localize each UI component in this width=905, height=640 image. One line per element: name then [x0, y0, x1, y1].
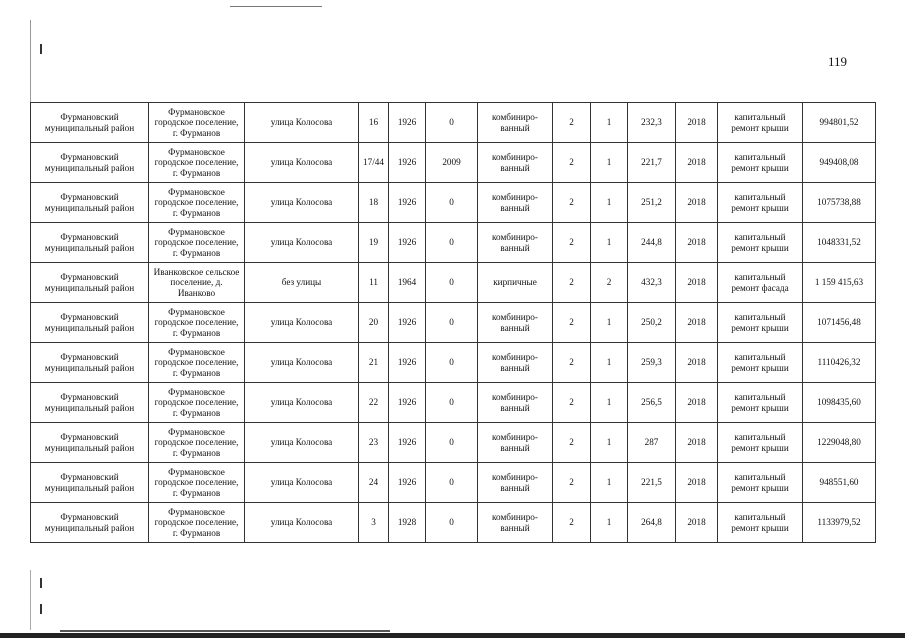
cell-floors: 2: [553, 143, 591, 183]
cell-house: 23: [359, 423, 389, 463]
cell-work-type: капитальный ремонт крыши: [718, 103, 803, 143]
cell-plan-year: 2018: [676, 303, 718, 343]
cell-area: 221,5: [628, 463, 676, 503]
cell-year-repair: 0: [426, 263, 478, 303]
cell-year-built: 1926: [389, 303, 426, 343]
cell-area: 287: [628, 423, 676, 463]
cell-area: 221,7: [628, 143, 676, 183]
cell-wall-material: комбиниро-ванный: [478, 383, 553, 423]
table-row: [31, 143, 876, 183]
table-row: [31, 103, 876, 143]
cell-entrances: 1: [591, 343, 628, 383]
cell-settlement: Иванковское сельское поселение, д. Иванково: [149, 263, 245, 303]
cell-entrances: 1: [591, 223, 628, 263]
housing-repair-table: [30, 102, 876, 543]
table-row: [31, 463, 876, 503]
cell-year-repair: 0: [426, 503, 478, 543]
cell-area: 244,8: [628, 223, 676, 263]
cell-year-repair: 0: [426, 183, 478, 223]
cell-area: 432,3: [628, 263, 676, 303]
cell-work-type: капитальный ремонт крыши: [718, 143, 803, 183]
cell-plan-year: 2018: [676, 423, 718, 463]
cell-street: улица Колосова: [245, 463, 359, 503]
cell-cost: 1048331,52: [803, 223, 876, 263]
cell-year-repair: 0: [426, 303, 478, 343]
cell-cost: 1 159 415,63: [803, 263, 876, 303]
scan-margin-line: [30, 570, 31, 630]
cell-plan-year: 2018: [676, 223, 718, 263]
cell-entrances: 1: [591, 423, 628, 463]
cell-area: 232,3: [628, 103, 676, 143]
table-body: [31, 103, 876, 543]
scan-mark: [40, 604, 42, 614]
cell-floors: 2: [553, 423, 591, 463]
cell-settlement: Фурмановское городское поселение, г. Фурманов: [149, 383, 245, 423]
cell-house: 3: [359, 503, 389, 543]
cell-plan-year: 2018: [676, 463, 718, 503]
cell-cost: 1071456,48: [803, 303, 876, 343]
cell-street: без улицы: [245, 263, 359, 303]
cell-house: 17/44: [359, 143, 389, 183]
cell-work-type: капитальный ремонт крыши: [718, 303, 803, 343]
cell-wall-material: комбиниро-ванный: [478, 103, 553, 143]
cell-wall-material: комбиниро-ванный: [478, 343, 553, 383]
cell-settlement: Фурмановское городское поселение, г. Фурманов: [149, 223, 245, 263]
cell-work-type: капитальный ремонт крыши: [718, 503, 803, 543]
scan-bottom-edge: [0, 633, 905, 638]
cell-cost: 949408,08: [803, 143, 876, 183]
cell-year-built: 1928: [389, 503, 426, 543]
cell-plan-year: 2018: [676, 143, 718, 183]
cell-settlement: Фурмановское городское поселение, г. Фурманов: [149, 183, 245, 223]
cell-municipality: Фурмановский муниципальный район: [31, 183, 149, 223]
cell-entrances: 1: [591, 463, 628, 503]
cell-settlement: Фурмановское городское поселение, г. Фурманов: [149, 303, 245, 343]
cell-settlement: Фурмановское городское поселение, г. Фурманов: [149, 463, 245, 503]
cell-municipality: Фурмановский муниципальный район: [31, 143, 149, 183]
cell-settlement: Фурмановское городское поселение, г. Фурманов: [149, 343, 245, 383]
cell-house: 22: [359, 383, 389, 423]
cell-settlement: Фурмановское городское поселение, г. Фурманов: [149, 143, 245, 183]
table-row: [31, 183, 876, 223]
cell-settlement: Фурмановское городское поселение, г. Фурманов: [149, 103, 245, 143]
cell-floors: 2: [553, 463, 591, 503]
cell-street: улица Колосова: [245, 183, 359, 223]
cell-entrances: 1: [591, 183, 628, 223]
cell-house: 24: [359, 463, 389, 503]
cell-cost: 1133979,52: [803, 503, 876, 543]
cell-year-repair: 0: [426, 423, 478, 463]
cell-municipality: Фурмановский муниципальный район: [31, 223, 149, 263]
cell-floors: 2: [553, 223, 591, 263]
cell-municipality: Фурмановский муниципальный район: [31, 103, 149, 143]
cell-street: улица Колосова: [245, 143, 359, 183]
cell-plan-year: 2018: [676, 343, 718, 383]
cell-year-built: 1926: [389, 423, 426, 463]
cell-year-repair: 0: [426, 223, 478, 263]
cell-entrances: 2: [591, 263, 628, 303]
cell-wall-material: комбиниро-ванный: [478, 503, 553, 543]
cell-work-type: капитальный ремонт крыши: [718, 463, 803, 503]
cell-wall-material: комбиниро-ванный: [478, 223, 553, 263]
cell-year-built: 1926: [389, 143, 426, 183]
cell-house: 11: [359, 263, 389, 303]
cell-floors: 2: [553, 303, 591, 343]
cell-work-type: капитальный ремонт крыши: [718, 183, 803, 223]
cell-plan-year: 2018: [676, 103, 718, 143]
cell-year-built: 1926: [389, 383, 426, 423]
cell-wall-material: кирпичные: [478, 263, 553, 303]
cell-floors: 2: [553, 263, 591, 303]
cell-work-type: капитальный ремонт крыши: [718, 343, 803, 383]
cell-street: улица Колосова: [245, 423, 359, 463]
cell-settlement: Фурмановское городское поселение, г. Фурманов: [149, 503, 245, 543]
cell-year-built: 1926: [389, 103, 426, 143]
cell-wall-material: комбиниро-ванный: [478, 143, 553, 183]
cell-work-type: капитальный ремонт фасада: [718, 263, 803, 303]
cell-area: 264,8: [628, 503, 676, 543]
cell-year-repair: 0: [426, 383, 478, 423]
cell-cost: 994801,52: [803, 103, 876, 143]
table-row: [31, 263, 876, 303]
cell-entrances: 1: [591, 103, 628, 143]
table-row: [31, 503, 876, 543]
scan-margin-line: [30, 20, 31, 115]
cell-wall-material: комбиниро-ванный: [478, 183, 553, 223]
cell-municipality: Фурмановский муниципальный район: [31, 423, 149, 463]
cell-entrances: 1: [591, 383, 628, 423]
cell-wall-material: комбиниро-ванный: [478, 423, 553, 463]
cell-entrances: 1: [591, 143, 628, 183]
cell-area: 251,2: [628, 183, 676, 223]
cell-year-repair: 0: [426, 463, 478, 503]
cell-cost: 1110426,32: [803, 343, 876, 383]
cell-floors: 2: [553, 503, 591, 543]
cell-plan-year: 2018: [676, 183, 718, 223]
cell-wall-material: комбиниро-ванный: [478, 303, 553, 343]
cell-floors: 2: [553, 183, 591, 223]
cell-cost: 1098435,60: [803, 383, 876, 423]
table-row: [31, 423, 876, 463]
cell-area: 259,3: [628, 343, 676, 383]
cell-cost: 1229048,80: [803, 423, 876, 463]
cell-work-type: капитальный ремонт крыши: [718, 423, 803, 463]
cell-house: 18: [359, 183, 389, 223]
cell-cost: 948551,60: [803, 463, 876, 503]
cell-plan-year: 2018: [676, 503, 718, 543]
cell-plan-year: 2018: [676, 263, 718, 303]
cell-area: 250,2: [628, 303, 676, 343]
cell-street: улица Колосова: [245, 503, 359, 543]
scan-top-rule: [230, 6, 322, 7]
cell-municipality: Фурмановский муниципальный район: [31, 463, 149, 503]
cell-work-type: капитальный ремонт крыши: [718, 383, 803, 423]
scan-mark: [40, 44, 42, 54]
cell-house: 20: [359, 303, 389, 343]
cell-floors: 2: [553, 383, 591, 423]
cell-municipality: Фурмановский муниципальный район: [31, 383, 149, 423]
cell-year-built: 1926: [389, 463, 426, 503]
cell-street: улица Колосова: [245, 103, 359, 143]
cell-street: улица Колосова: [245, 343, 359, 383]
cell-plan-year: 2018: [676, 383, 718, 423]
cell-house: 21: [359, 343, 389, 383]
cell-wall-material: комбиниро-ванный: [478, 463, 553, 503]
scan-bottom-rule: [60, 630, 390, 632]
cell-municipality: Фурмановский муниципальный район: [31, 343, 149, 383]
cell-municipality: Фурмановский муниципальный район: [31, 263, 149, 303]
cell-floors: 2: [553, 103, 591, 143]
table-row: [31, 303, 876, 343]
cell-street: улица Колосова: [245, 303, 359, 343]
cell-municipality: Фурмановский муниципальный район: [31, 303, 149, 343]
table-row: [31, 223, 876, 263]
cell-year-repair: 2009: [426, 143, 478, 183]
scan-mark: [40, 578, 42, 588]
cell-entrances: 1: [591, 303, 628, 343]
cell-year-built: 1964: [389, 263, 426, 303]
cell-settlement: Фурмановское городское поселение, г. Фурманов: [149, 423, 245, 463]
cell-area: 256,5: [628, 383, 676, 423]
table-row: [31, 343, 876, 383]
cell-year-repair: 0: [426, 103, 478, 143]
cell-street: улица Колосова: [245, 223, 359, 263]
page-number: 119: [827, 54, 847, 69]
cell-year-built: 1926: [389, 183, 426, 223]
cell-entrances: 1: [591, 503, 628, 543]
cell-year-built: 1926: [389, 343, 426, 383]
cell-municipality: Фурмановский муниципальный район: [31, 503, 149, 543]
cell-work-type: капитальный ремонт крыши: [718, 223, 803, 263]
cell-year-repair: 0: [426, 343, 478, 383]
cell-street: улица Колосова: [245, 383, 359, 423]
cell-house: 16: [359, 103, 389, 143]
cell-house: 19: [359, 223, 389, 263]
cell-cost: 1075738,88: [803, 183, 876, 223]
cell-floors: 2: [553, 343, 591, 383]
table-row: [31, 383, 876, 423]
cell-year-built: 1926: [389, 223, 426, 263]
